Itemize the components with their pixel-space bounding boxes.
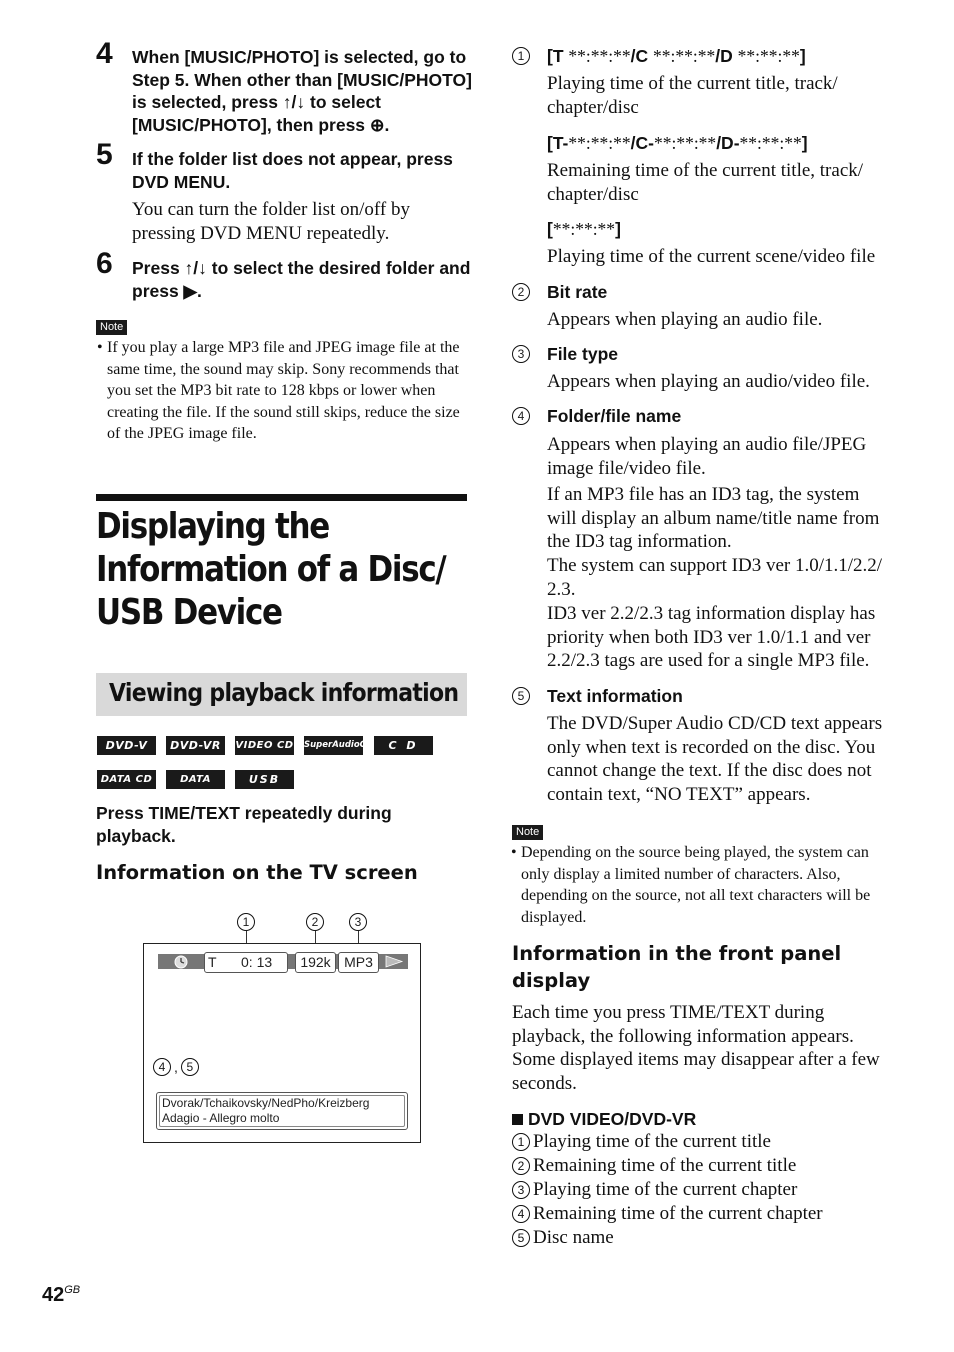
- subsection-title: Viewing playback information: [109, 678, 459, 707]
- badge-video-cd: VIDEO CD: [235, 736, 294, 755]
- note-label: Note: [96, 320, 127, 335]
- front-list-item-3: 3 Playing time of the current chapter: [512, 1178, 797, 1202]
- badge-usb: USB: [235, 770, 294, 789]
- folder-name: Dvorak/Tchaikovsky/NedPho/Kreizberg: [162, 1096, 370, 1110]
- callout-2-label: 2: [306, 913, 324, 931]
- item-3-marker: [512, 345, 530, 364]
- item-1c-desc: Playing time of the current scene/video file: [547, 246, 876, 267]
- callout-separator: ,: [174, 1059, 178, 1075]
- callout-3-label: 3: [349, 913, 367, 931]
- item-2-marker: [512, 283, 530, 302]
- item-4-extra-2: The system can support ID3 ver 1.0/1.1/2.2/ 2.3.: [547, 555, 883, 600]
- step-6-heading: Press ↑/↓ to select the desired folder and press ▶.: [132, 258, 471, 301]
- front-list-item-4: 4 Remaining time of the current chapter: [512, 1202, 823, 1226]
- dvd-subheading: [512, 1109, 696, 1130]
- section-title: Displaying the Information of a Disc/ USB Device: [96, 506, 446, 633]
- step-4-number: 4: [96, 37, 113, 70]
- item-1-desc: Playing time of the current title, track/ chapter/disc: [547, 73, 838, 118]
- front-panel-body: Each time you press TIME/TEXT during playback, the following information appears. Some displayed items may disappear after a few seconds.: [512, 1002, 880, 1094]
- front-panel-heading: Information in the front panel display: [512, 942, 842, 992]
- item-2-desc: Appears when playing an audio file.: [547, 309, 823, 330]
- badge-data-cd: DATA CD: [97, 770, 156, 789]
- front-list-item-2: 2 Remaining time of the current title: [512, 1154, 796, 1178]
- front-list-item-5: 5 Disc name: [512, 1226, 614, 1250]
- callout-5-label: 5: [181, 1058, 199, 1076]
- item-1b-desc: Remaining time of the current title, track/ chapter/disc: [547, 160, 864, 205]
- callout-4-label: 4: [153, 1058, 171, 1076]
- item-4-desc: Appears when playing an audio file/JPEG image file/video file.: [547, 434, 867, 479]
- badge-super-audio-cd: SuperAudioCD: [304, 736, 363, 755]
- tv-screen-heading: Information on the TV screen: [96, 861, 418, 884]
- tv-screen: [143, 943, 421, 1143]
- item-4-extra-1: If an MP3 file has an ID3 tag, the system will display an album name/title name from the ID3 tag information.: [547, 484, 880, 552]
- step-5-body: You can turn the folder list on/off by pressing DVD MENU repeatedly.: [132, 199, 410, 244]
- step-6-number: 6: [96, 247, 113, 280]
- dvd-subheading-text: DVD VIDEO/DVD-VR: [528, 1109, 697, 1129]
- callout-1: [237, 913, 255, 932]
- callout-4-5: [153, 1058, 199, 1076]
- time-label: T: [208, 954, 217, 970]
- square-bullet-icon: [512, 1114, 523, 1125]
- item-4-num: 4: [512, 407, 530, 425]
- step-4-heading: [132, 46, 472, 136]
- note-text: • If you play a large MP3 file and JPEG image file at the same time, the sound may skip. Sony recommends that you set the MP3 bit rate to 128 kbps or lower when creating the file. If the sound still skips, reduce the size of the JPEG image file.: [97, 339, 460, 442]
- time-field: [204, 952, 288, 973]
- note-2-label: Note: [512, 825, 543, 840]
- page-number: [42, 1284, 80, 1307]
- item-5-marker: [512, 687, 530, 706]
- item-1c-heading: [**:**:**]: [547, 219, 621, 239]
- note-body: If you play a large MP3 file and JPEG image file at the same time, the sound may skip. Sony recommends that you set the MP3 bit rate to 128 kbps or lower when creating the file. If the sound still skips, reduce the size of the JPEG image file.: [107, 339, 460, 442]
- file-type-field: [338, 952, 379, 973]
- page-suffix: GB: [64, 1284, 81, 1296]
- front-list-item-1: 1 Playing time of the current title: [512, 1130, 771, 1154]
- instruction-text: Press TIME/TEXT repeatedly during playback.: [96, 803, 392, 846]
- folder-file-box: [156, 1092, 408, 1130]
- section-rule: [96, 494, 467, 501]
- badge-cd: C D: [374, 736, 433, 755]
- bitrate-value: 192k: [300, 954, 331, 970]
- badge-dvd-v: DVD-V: [97, 736, 156, 755]
- item-5-desc: The DVD/Super Audio CD/CD text appears only when text is recorded on the disc. You cannot change the text. If the disc does not contain text, “NO TEXT” appears.: [547, 713, 883, 805]
- callout-3: [349, 913, 367, 932]
- file-type-value: MP3: [344, 954, 373, 970]
- step-5-heading: If the folder list does not appear, press DVD MENU.: [132, 149, 453, 192]
- callout-1-label: 1: [237, 913, 255, 931]
- note-2-body: Depending on the source being played, the system can only display a limited number of characters. Also, depending on the source, not all text characters will be displayed.: [521, 844, 871, 926]
- item-5-num: 5: [512, 687, 530, 705]
- item-1-num: 1: [512, 47, 530, 65]
- item-3-desc: Appears when playing an audio/video file.: [547, 371, 870, 392]
- step-4-text: When [MUSIC/PHOTO] is selected, go to Step 5. When other than [MUSIC/PHOTO] is selected, press ↑/↓ to select [MUSIC/PHOTO], then press ⊕.: [132, 47, 472, 135]
- item-1-marker: [512, 47, 530, 66]
- note-2-text: • Depending on the source being played, the system can only display a limited number of characters. Also, depending on the source, not all text characters will be displayed.: [511, 844, 871, 926]
- step-5-number: 5: [96, 138, 113, 171]
- page-number-value: 42: [42, 1284, 65, 1306]
- item-4-extra-3: ID3 ver 2.2/2.3 tag information display has priority when both ID3 ver 1.0/1.1 and ver 2.2/2.3 tags are used for a single MP3 file.: [547, 603, 876, 671]
- item-4-heading: Folder/file name: [547, 406, 682, 426]
- time-value: 0: 13: [241, 954, 273, 970]
- badge-dvd-vr: DVD-VR: [166, 736, 225, 755]
- item-3-heading: File type: [547, 344, 618, 364]
- callout-2: [306, 913, 324, 932]
- item-4-marker: [512, 407, 530, 426]
- file-name: Adagio - Allegro molto: [162, 1111, 280, 1125]
- play-icon: [384, 955, 404, 973]
- badge-data-dvd: DATA DVD: [166, 770, 225, 789]
- item-5-heading: Text information: [547, 686, 683, 706]
- item-2-heading: Bit rate: [547, 282, 608, 302]
- item-2-num: 2: [512, 283, 530, 301]
- item-3-num: 3: [512, 345, 530, 363]
- clock-icon: [173, 954, 189, 970]
- item-1b-heading: [T-**:**:**/C-**:**:**/D-**:**:**]: [547, 133, 808, 153]
- bitrate-field: [295, 952, 336, 973]
- item-1-heading: [T **:**:**/C **:**:**/D **:**:**]: [547, 46, 806, 66]
